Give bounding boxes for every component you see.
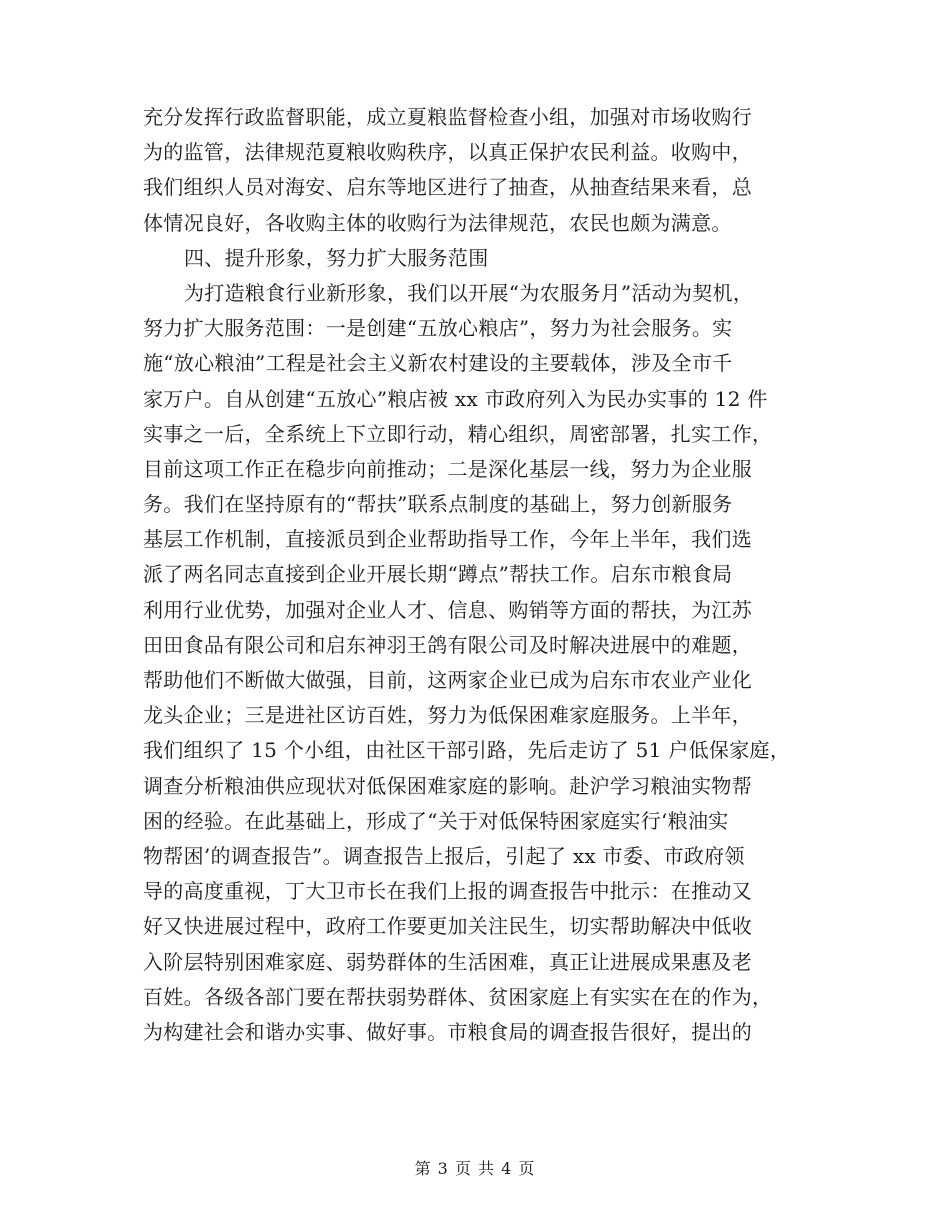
body-line: 百姓。各级各部门要在帮扶弱势群体、贫困家庭上有实实在在的作为，: [143, 984, 773, 1009]
body-line: 努力扩大服务范围：一是创建“五放心粮店”，努力为社会服务。实: [143, 316, 733, 341]
body-line: 为的监管，法律规范夏粮收购秩序，以真正保护农民利益。收购中，: [143, 140, 752, 165]
body-line: 入阶层特别困难家庭、弱势群体的生活困难，真正让进展成果惠及老: [143, 949, 752, 974]
body-line: 我们组织人员对海安、启东等地区进行了抽查，从抽查结果来看，总: [143, 175, 752, 200]
body-line: 物帮困’的调查报告”。调查报告上报后，引起了 xx 市委、市政府领: [143, 843, 745, 868]
body-line: 家万户。自从创建“五放心”粮店被 xx 市政府列入为民办实事的 12 件: [143, 386, 768, 411]
body-line: 施“放心粮油”工程是社会主义新农村建设的主要载体，涉及全市千: [143, 351, 733, 376]
body-line: 为构建社会和谐办实事、做好事。市粮食局的调查报告很好，提出的: [143, 1019, 752, 1044]
body-line: 困的经验。在此基础上，形成了“关于对低保特困家庭实行‘粮油实: [143, 808, 729, 833]
page-number-footer: 第 3 页 共 4 页: [414, 1159, 536, 1178]
document-body: [143, 100, 815, 1050]
body-line: 好又快进展过程中，政府工作要更加关注民生，切实帮助解决中低收: [143, 914, 752, 939]
body-line: 我们组织了 15 个小组，由社区干部引路，先后走访了 51 户低保家庭，: [143, 738, 791, 763]
body-line: 为打造粮食行业新形象，我们以开展“为农服务月”活动为契机，: [184, 280, 754, 305]
body-line: 充分发挥行政监督职能，成立夏粮监督检查小组，加强对市场收购行: [143, 105, 752, 129]
body-line: 基层工作机制，直接派员到企业帮助指导工作，今年上半年，我们选: [143, 527, 752, 552]
body-line: 龙头企业；三是进社区访百姓，努力为低保困难家庭服务。上半年，: [143, 703, 752, 728]
section-heading: 四、提升形象，努力扩大服务范围: [184, 245, 489, 270]
body-line: 调查分析粮油供应现状对低保困难家庭的影响。赴沪学习粮油实物帮: [143, 773, 752, 798]
body-line: 务。我们在坚持原有的“帮扶”联系点制度的基础上，努力创新服务: [143, 492, 733, 517]
body-line: 利用行业优势，加强对企业人才、信息、购销等方面的帮扶，为江苏: [143, 597, 752, 622]
body-line: 体情况良好，各收购主体的收购行为法律规范，农民也颇为满意。: [143, 210, 732, 235]
body-line: 田田食品有限公司和启东神羽王鸽有限公司及时解决进展中的难题，: [143, 632, 752, 657]
body-line: 帮助他们不断做大做强，目前，这两家企业已成为启东市农业产业化: [143, 668, 752, 692]
body-line: 目前这项工作正在稳步向前推动；二是深化基层一线，努力为企业服: [143, 456, 752, 481]
body-line: 实事之一后，全系统上下立即行动，精心组织，周密部署，扎实工作，: [143, 421, 773, 446]
body-line: 派了两名同志直接到企业开展长期“蹲点”帮扶工作。启东市粮食局: [143, 562, 733, 587]
body-line: 导的高度重视，丁大卫市长在我们上报的调查报告中批示：在推动又: [143, 879, 752, 904]
